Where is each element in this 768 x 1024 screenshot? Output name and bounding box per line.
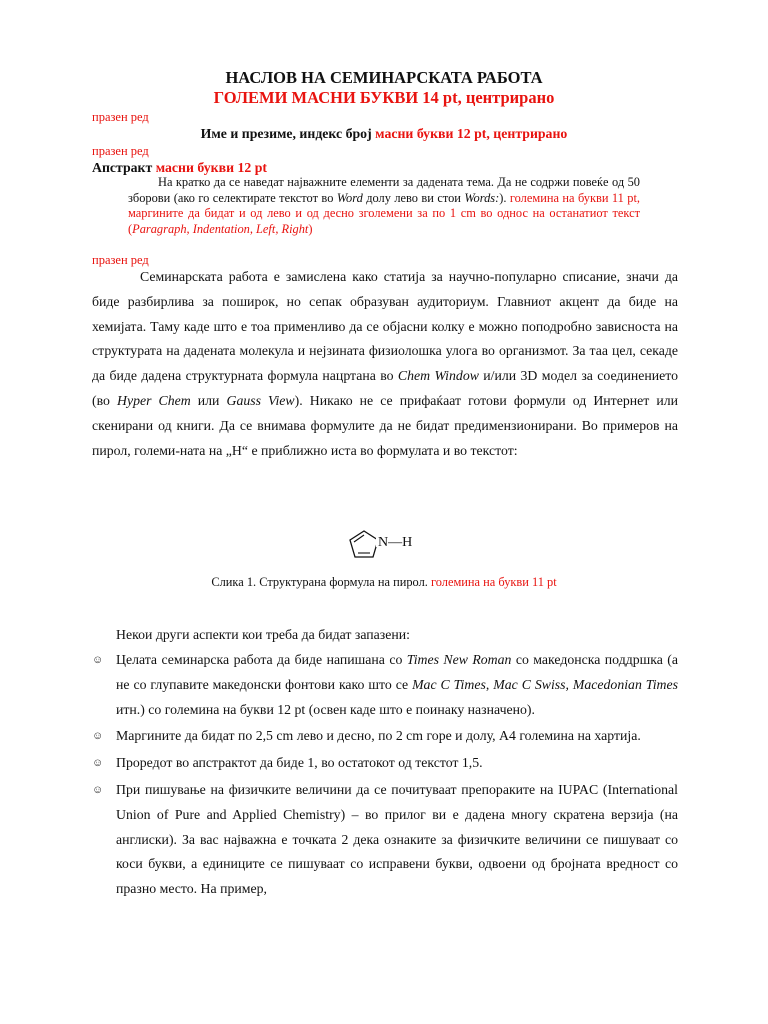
body-text-run: Семинарската работа е замислена како статија за научно-популарно списание, значи да биде разбирлива за поширок, но сепак образуван аудиториум. Главниот акцент да биде на хемијата. Таму каде што е тоа применливо да се објасни колку е можно поподробно зависноста на структурата на дадената молекула и нејзината физиолошка улога во организмот. За таа цел, секаде да биде дадена структурната формула нацртана во	[92, 269, 678, 384]
smiley-bullet-icon: ☺	[92, 783, 104, 796]
abstract-paragraph	[128, 175, 640, 237]
chem-window-term: Chem Window	[397, 368, 479, 384]
abstract-label-note: масни букви 12 pt	[155, 160, 267, 175]
font-name: Times New Roman	[406, 652, 512, 667]
abstract-text: На кратко да се наведат најважните елементи за дадената тема. Да не содржи повеќе од 50 зборови (ако го селектирате текстот во	[128, 175, 640, 205]
font-name: Mac C Times	[412, 676, 486, 692]
author-text: Име и презиме, индекс број	[200, 126, 376, 141]
smiley-bullet-icon: ☺	[92, 757, 104, 770]
empty-line-note: празен ред	[92, 253, 149, 267]
list-item-text: Проредот во апстрактот да биде 1, во остатокот од текстот 1,5.	[116, 755, 483, 771]
abstract-note: )	[308, 221, 313, 236]
author-line	[0, 125, 768, 142]
body-paragraph	[92, 265, 678, 463]
caption-note: големина на букви 11 pt	[430, 575, 557, 589]
hyper-chem-term: Hyper Chem	[116, 392, 191, 408]
empty-line-note: празен ред	[92, 110, 149, 124]
font-name: Mac C Swiss, Macedonian Times	[493, 676, 678, 692]
body-text	[92, 265, 678, 463]
aspects-intro: Некои други аспекти кои треба да бидат запазени:	[116, 627, 410, 642]
list-item	[92, 778, 678, 902]
document-subtitle: ГОЛЕМИ МАСНИ БУКВИ 14 pt, центрирано	[213, 88, 555, 107]
list-item-text: Целата семинарска работа да биде напишана со	[116, 652, 407, 667]
author-note: масни букви 12 pt, центрирано	[375, 126, 568, 141]
list-item	[92, 724, 678, 749]
caption-text: Слика 1. Структурана формула на пирол.	[211, 575, 431, 589]
smiley-bullet-icon: ☺	[92, 654, 104, 666]
atom-label: N—H	[378, 535, 413, 550]
body-text-run: или	[190, 392, 227, 408]
abstract-heading	[92, 159, 267, 176]
list-item	[92, 751, 678, 776]
empty-line-note: празен ред	[92, 144, 149, 158]
list-item-text: итн.) со големина на букви 12 pt (освен каде што е поинаку назначено).	[116, 701, 535, 717]
body-text-run: ). Никако не се прифаќаат готови формули од Интернет или скенирани од книги. Да се внимава формулите да не бидат предимензионирани. Во примеров на пирол, големи-ната на „H“ е приближно иста во формулата и во текстот:	[92, 392, 678, 458]
abstract-note-italic: Paragraph, Indentation, Left, Right	[132, 221, 309, 236]
list-item-text: ,	[485, 676, 494, 692]
list-item-text: При пишување на физичките величини да се почитуваат препораките на IUPAC (International Union of Pure and Applied Chemistry) – во прилог ви е дадена многу скратена верзија (на англиски). За вас најважна е точката 2 дека ознаките за физичките величини се пишуваат со коси букви, а единиците се пишуваат со исправени букви, одвоени од бројната вредност со празно место. На пример,	[116, 781, 678, 897]
abstract-note: големина на букви 11 pt, маргините да бидат и од лево и од десно зголемени за по 1 cm во однос на останатиот текст (	[128, 190, 641, 236]
abstract-label: Апстракт	[92, 160, 156, 175]
body-text-run: и/или 3D модел за соединението (во	[92, 368, 678, 408]
list-item-text: Маргините да бидат по 2,5 cm лево и десно, по 2 cm горе и долу, A4 големина на хартија.	[116, 728, 641, 744]
list-item	[92, 648, 678, 722]
abstract-words: Words:	[464, 190, 500, 205]
aspects-list	[92, 648, 678, 904]
pyrrole-structure-figure	[340, 518, 440, 568]
figure-caption	[0, 574, 768, 590]
abstract-word: Word	[336, 190, 363, 205]
abstract-text: ).	[499, 190, 507, 205]
gauss-view-term: Gauss View	[226, 392, 295, 408]
abstract-text: долу лево ви стои	[362, 190, 465, 205]
document-title: НАСЛОВ НА СЕМИНАРСКАТА РАБОТА	[225, 68, 543, 87]
smiley-bullet-icon: ☺	[92, 730, 104, 743]
list-item-text: со македонска поддршка (а не со глупавите македонски фонтови како што се	[116, 652, 678, 692]
